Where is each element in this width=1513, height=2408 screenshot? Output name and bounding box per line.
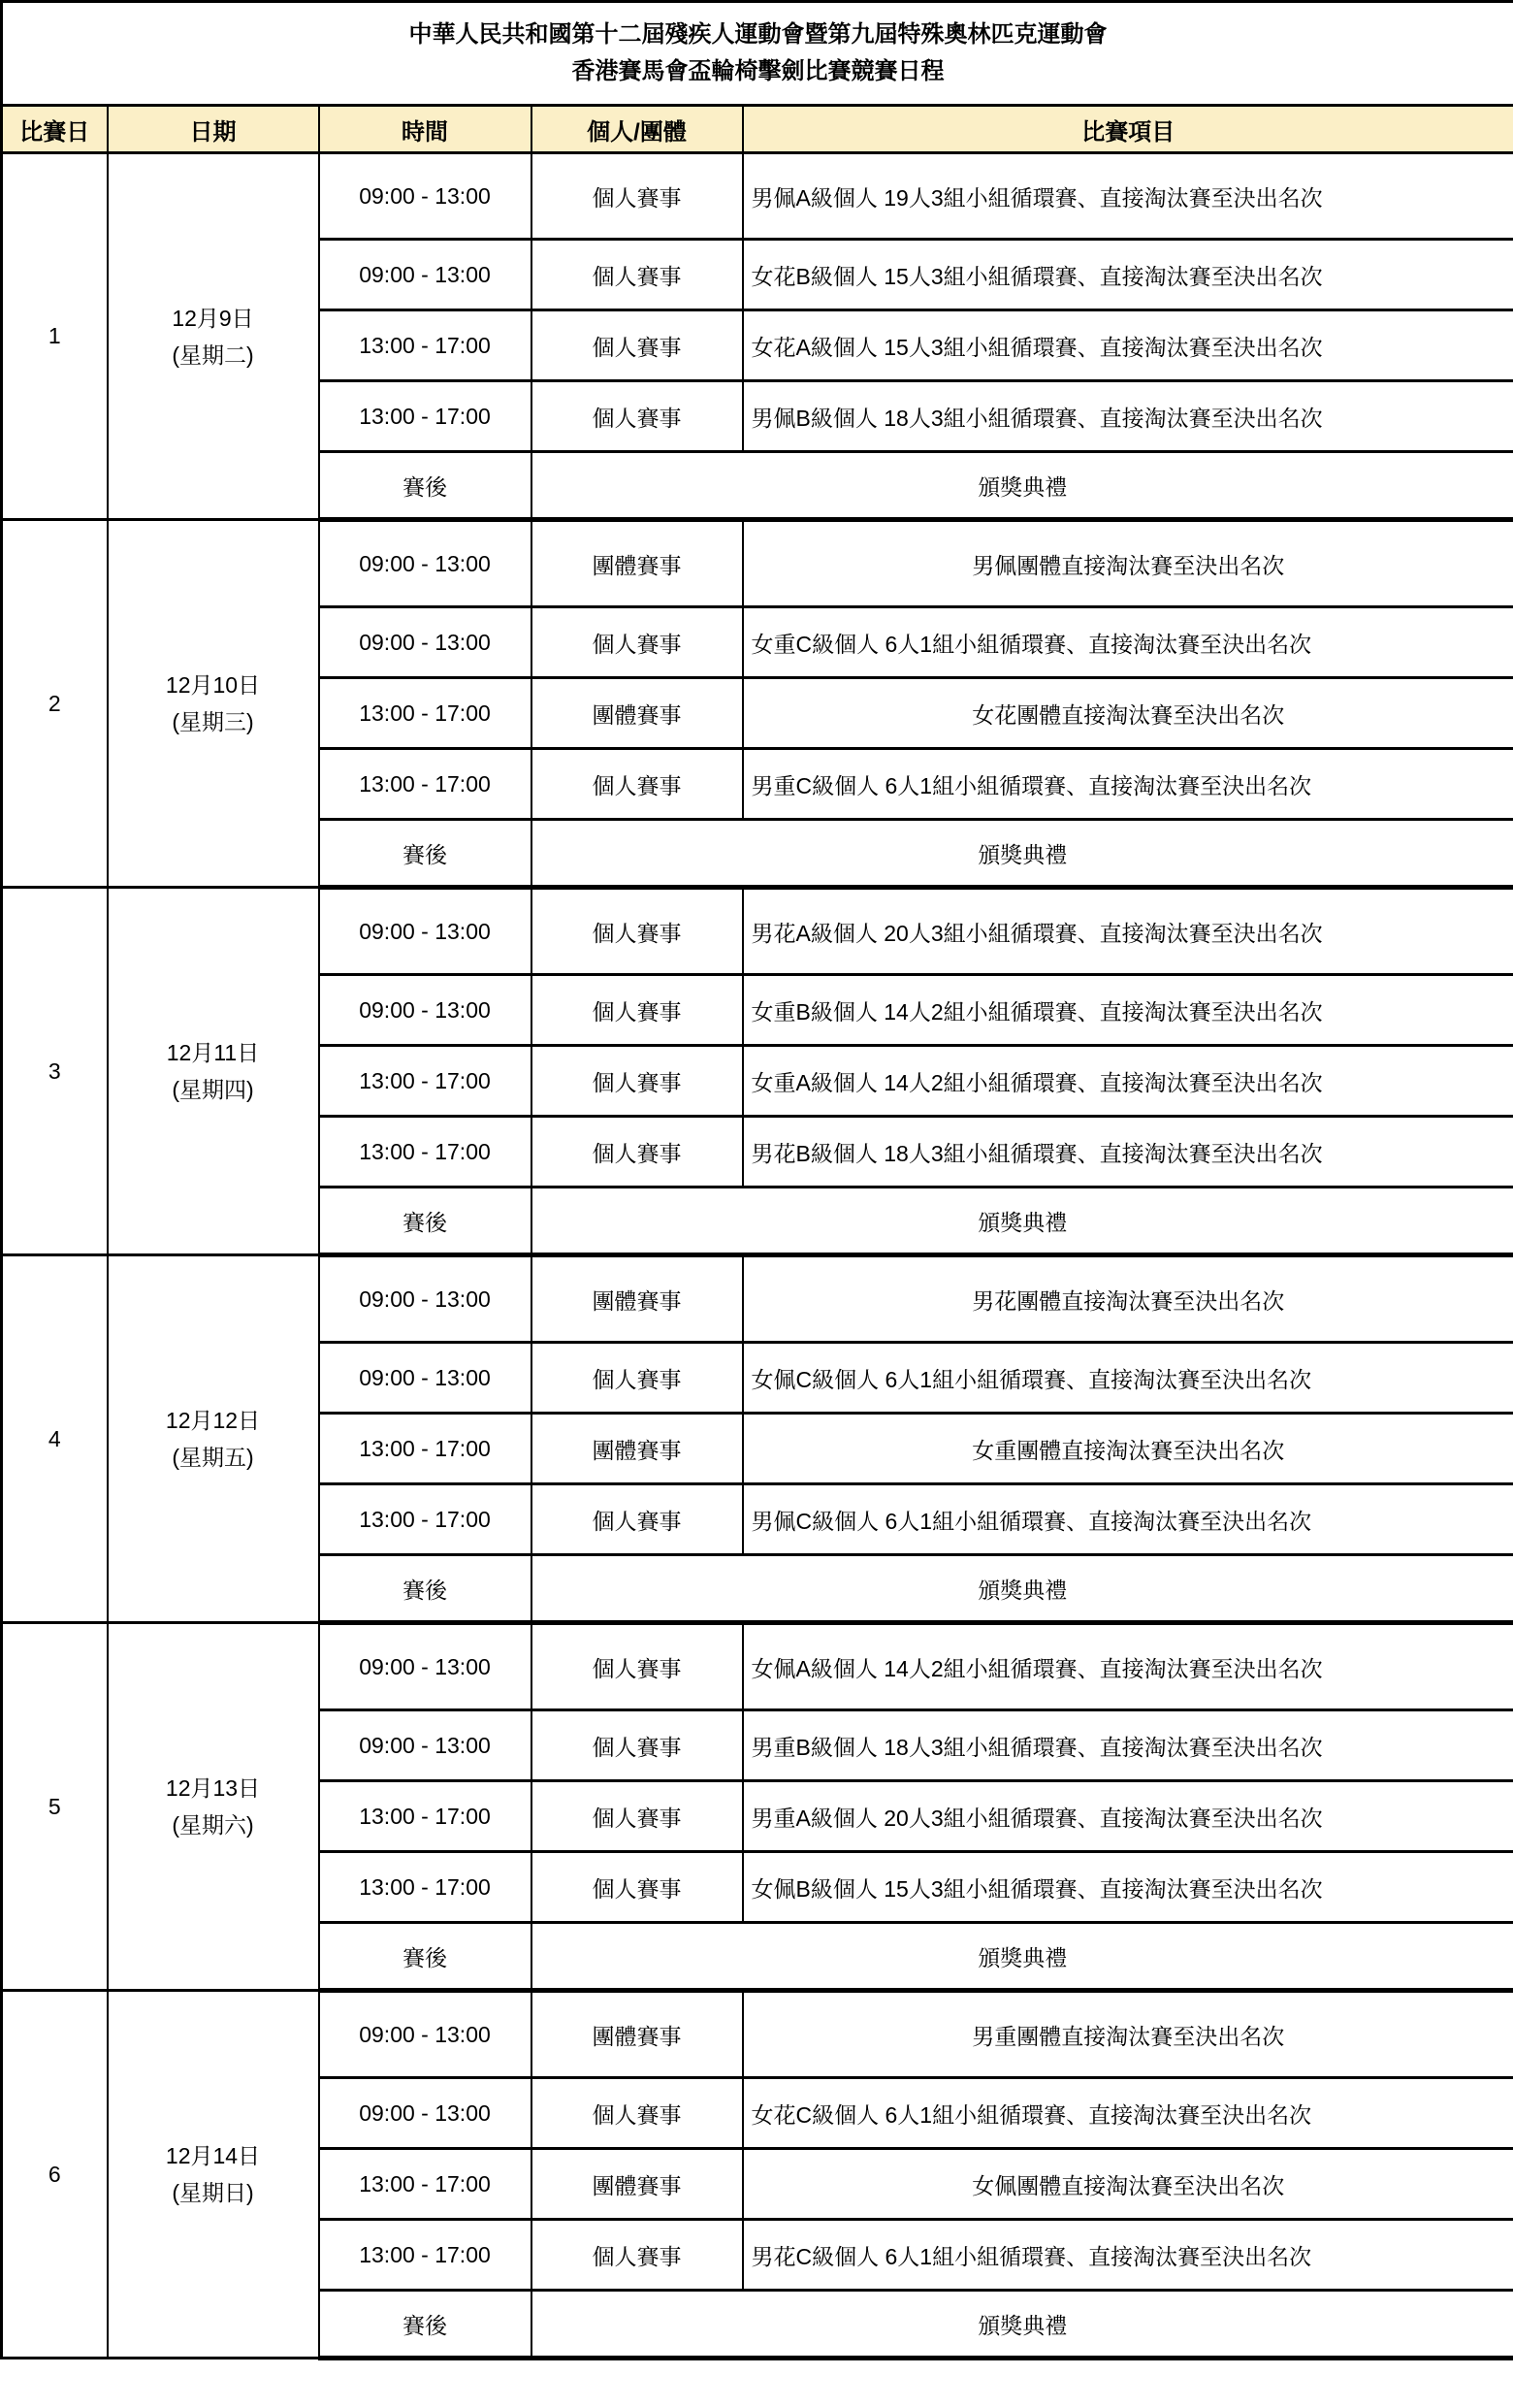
- time-cell: 09:00 - 13:00: [319, 1710, 531, 1781]
- event-type-cell: 個人賽事: [531, 1781, 743, 1852]
- session-row: [2, 1255, 1513, 1343]
- event-cell: 女重團體直接淘汰賽至決出名次: [743, 1414, 1513, 1484]
- event-cell: 男佩B級個人 18人3組小組循環賽、直接淘汰賽至決出名次: [743, 381, 1513, 452]
- date-line1: 12月9日: [172, 305, 254, 331]
- event-cell: 男花團體直接淘汰賽至決出名次: [743, 1255, 1513, 1343]
- event-type-cell: 個人賽事: [531, 888, 743, 975]
- session-row: [2, 153, 1513, 240]
- event-type-cell: 個人賽事: [531, 1343, 743, 1414]
- event-type-cell: 個人賽事: [531, 2078, 743, 2149]
- ceremony-cell: 頒獎典禮: [531, 820, 1513, 888]
- event-type-cell: 個人賽事: [531, 1046, 743, 1117]
- event-type-cell: 團體賽事: [531, 520, 743, 607]
- event-cell: 女佩A級個人 14人2組小組循環賽、直接淘汰賽至決出名次: [743, 1623, 1513, 1710]
- event-cell: 女佩B級個人 15人3組小組循環賽、直接淘汰賽至決出名次: [743, 1852, 1513, 1923]
- event-type-cell: 團體賽事: [531, 1255, 743, 1343]
- time-cell: 13:00 - 17:00: [319, 1117, 531, 1188]
- date-line1: 12月10日: [165, 672, 261, 698]
- table-title-line1: 中華人民共和國第十二屆殘疾人運動會暨第九屆特殊奧林匹克運動會: [408, 21, 1108, 48]
- date-cell: [108, 520, 319, 888]
- event-type-cell: 團體賽事: [531, 2149, 743, 2220]
- event-cell: 女花團體直接淘汰賽至決出名次: [743, 678, 1513, 749]
- post-match-cell: 賽後: [319, 1555, 531, 1623]
- session-row: [2, 520, 1513, 607]
- date-line2: (星期六): [172, 1812, 254, 1838]
- day-number-cell: 1: [2, 153, 108, 520]
- event-cell: 男佩團體直接淘汰賽至決出名次: [743, 520, 1513, 607]
- time-cell: 13:00 - 17:00: [319, 1484, 531, 1555]
- event-cell: 女花B級個人 15人3組小組循環賽、直接淘汰賽至決出名次: [743, 240, 1513, 310]
- table-title: [2, 2, 1513, 106]
- event-cell: 女佩團體直接淘汰賽至決出名次: [743, 2149, 1513, 2220]
- post-match-cell: 賽後: [319, 1923, 531, 1991]
- time-cell: 09:00 - 13:00: [319, 1255, 531, 1343]
- col-header-type: 個人/團體: [531, 106, 743, 153]
- day-number-cell: 2: [2, 520, 108, 888]
- session-row: [2, 1623, 1513, 1710]
- col-header-time: 時間: [319, 106, 531, 153]
- event-type-cell: 個人賽事: [531, 240, 743, 310]
- event-cell: 男重A級個人 20人3組小組循環賽、直接淘汰賽至決出名次: [743, 1781, 1513, 1852]
- time-cell: 13:00 - 17:00: [319, 1781, 531, 1852]
- time-cell: 09:00 - 13:00: [319, 1623, 531, 1710]
- event-cell: 女重C級個人 6人1組小組循環賽、直接淘汰賽至決出名次: [743, 607, 1513, 678]
- date-line1: 12月11日: [166, 1040, 260, 1065]
- time-cell: 09:00 - 13:00: [319, 888, 531, 975]
- date-line2: (星期日): [172, 2180, 254, 2205]
- time-cell: 09:00 - 13:00: [319, 240, 531, 310]
- ceremony-cell: 頒獎典禮: [531, 1923, 1513, 1991]
- event-cell: 男佩C級個人 6人1組小組循環賽、直接淘汰賽至決出名次: [743, 1484, 1513, 1555]
- time-cell: 09:00 - 13:00: [319, 1343, 531, 1414]
- event-type-cell: 個人賽事: [531, 381, 743, 452]
- date-cell: [108, 1255, 319, 1623]
- event-cell: 男花B級個人 18人3組小組循環賽、直接淘汰賽至決出名次: [743, 1117, 1513, 1188]
- event-cell: 男佩A級個人 19人3組小組循環賽、直接淘汰賽至決出名次: [743, 153, 1513, 240]
- event-type-cell: 團體賽事: [531, 1414, 743, 1484]
- time-cell: 13:00 - 17:00: [319, 678, 531, 749]
- date-cell: [108, 1991, 319, 2359]
- time-cell: 13:00 - 17:00: [319, 1852, 531, 1923]
- time-cell: 09:00 - 13:00: [319, 2078, 531, 2149]
- time-cell: 13:00 - 17:00: [319, 1414, 531, 1484]
- event-type-cell: 個人賽事: [531, 1484, 743, 1555]
- time-cell: 09:00 - 13:00: [319, 975, 531, 1046]
- date-cell: [108, 153, 319, 520]
- table-title-line2: 香港賽馬會盃輪椅擊劍比賽競賽日程: [571, 58, 945, 84]
- column-header-row: [2, 106, 1513, 153]
- col-header-day: 比賽日: [2, 106, 108, 153]
- time-cell: 09:00 - 13:00: [319, 520, 531, 607]
- time-cell: 13:00 - 17:00: [319, 1046, 531, 1117]
- event-cell: 男花A級個人 20人3組小組循環賽、直接淘汰賽至決出名次: [743, 888, 1513, 975]
- time-cell: 13:00 - 17:00: [319, 749, 531, 820]
- event-type-cell: 團體賽事: [531, 1991, 743, 2078]
- post-match-cell: 賽後: [319, 452, 531, 520]
- event-type-cell: 個人賽事: [531, 607, 743, 678]
- event-cell: 男重C級個人 6人1組小組循環賽、直接淘汰賽至決出名次: [743, 749, 1513, 820]
- time-cell: 13:00 - 17:00: [319, 381, 531, 452]
- event-type-cell: 個人賽事: [531, 1710, 743, 1781]
- event-cell: 女重A級個人 14人2組小組循環賽、直接淘汰賽至決出名次: [743, 1046, 1513, 1117]
- event-type-cell: 個人賽事: [531, 749, 743, 820]
- post-match-cell: 賽後: [319, 820, 531, 888]
- ceremony-cell: 頒獎典禮: [531, 2291, 1513, 2359]
- event-type-cell: 個人賽事: [531, 310, 743, 381]
- event-cell: 女花C級個人 6人1組小組循環賽、直接淘汰賽至決出名次: [743, 2078, 1513, 2149]
- event-cell: 女花A級個人 15人3組小組循環賽、直接淘汰賽至決出名次: [743, 310, 1513, 381]
- event-type-cell: 個人賽事: [531, 975, 743, 1046]
- event-type-cell: 個人賽事: [531, 1623, 743, 1710]
- session-row: [2, 888, 1513, 975]
- event-type-cell: 團體賽事: [531, 678, 743, 749]
- time-cell: 13:00 - 17:00: [319, 2149, 531, 2220]
- date-line1: 12月12日: [165, 1408, 261, 1433]
- ceremony-cell: 頒獎典禮: [531, 1188, 1513, 1255]
- col-header-event: 比賽項目: [743, 106, 1513, 153]
- col-header-date: 日期: [108, 106, 319, 153]
- post-match-cell: 賽後: [319, 1188, 531, 1255]
- day-number-cell: 6: [2, 1991, 108, 2359]
- time-cell: 13:00 - 17:00: [319, 2220, 531, 2291]
- event-cell: 男重B級個人 18人3組小組循環賽、直接淘汰賽至決出名次: [743, 1710, 1513, 1781]
- event-type-cell: 個人賽事: [531, 1852, 743, 1923]
- event-type-cell: 個人賽事: [531, 2220, 743, 2291]
- date-line2: (星期四): [172, 1077, 254, 1102]
- date-line1: 12月13日: [165, 1775, 261, 1801]
- time-cell: 09:00 - 13:00: [319, 1991, 531, 2078]
- time-cell: 13:00 - 17:00: [319, 310, 531, 381]
- event-type-cell: 個人賽事: [531, 1117, 743, 1188]
- time-cell: 09:00 - 13:00: [319, 153, 531, 240]
- ceremony-cell: 頒獎典禮: [531, 452, 1513, 520]
- event-cell: 女重B級個人 14人2組小組循環賽、直接淘汰賽至決出名次: [743, 975, 1513, 1046]
- ceremony-cell: 頒獎典禮: [531, 1555, 1513, 1623]
- day-number-cell: 3: [2, 888, 108, 1255]
- date-line2: (星期五): [172, 1445, 254, 1470]
- date-cell: [108, 1623, 319, 1991]
- day-number-cell: 4: [2, 1255, 108, 1623]
- event-cell: 男花C級個人 6人1組小組循環賽、直接淘汰賽至決出名次: [743, 2220, 1513, 2291]
- event-type-cell: 個人賽事: [531, 153, 743, 240]
- date-line1: 12月14日: [165, 2143, 261, 2168]
- date-line2: (星期三): [172, 709, 254, 734]
- session-row: [2, 1991, 1513, 2078]
- event-cell: 女佩C級個人 6人1組小組循環賽、直接淘汰賽至決出名次: [743, 1343, 1513, 1414]
- day-number-cell: 5: [2, 1623, 108, 1991]
- post-match-cell: 賽後: [319, 2291, 531, 2359]
- event-cell: 男重團體直接淘汰賽至決出名次: [743, 1991, 1513, 2078]
- date-cell: [108, 888, 319, 1255]
- date-line2: (星期二): [172, 342, 254, 368]
- time-cell: 09:00 - 13:00: [319, 607, 531, 678]
